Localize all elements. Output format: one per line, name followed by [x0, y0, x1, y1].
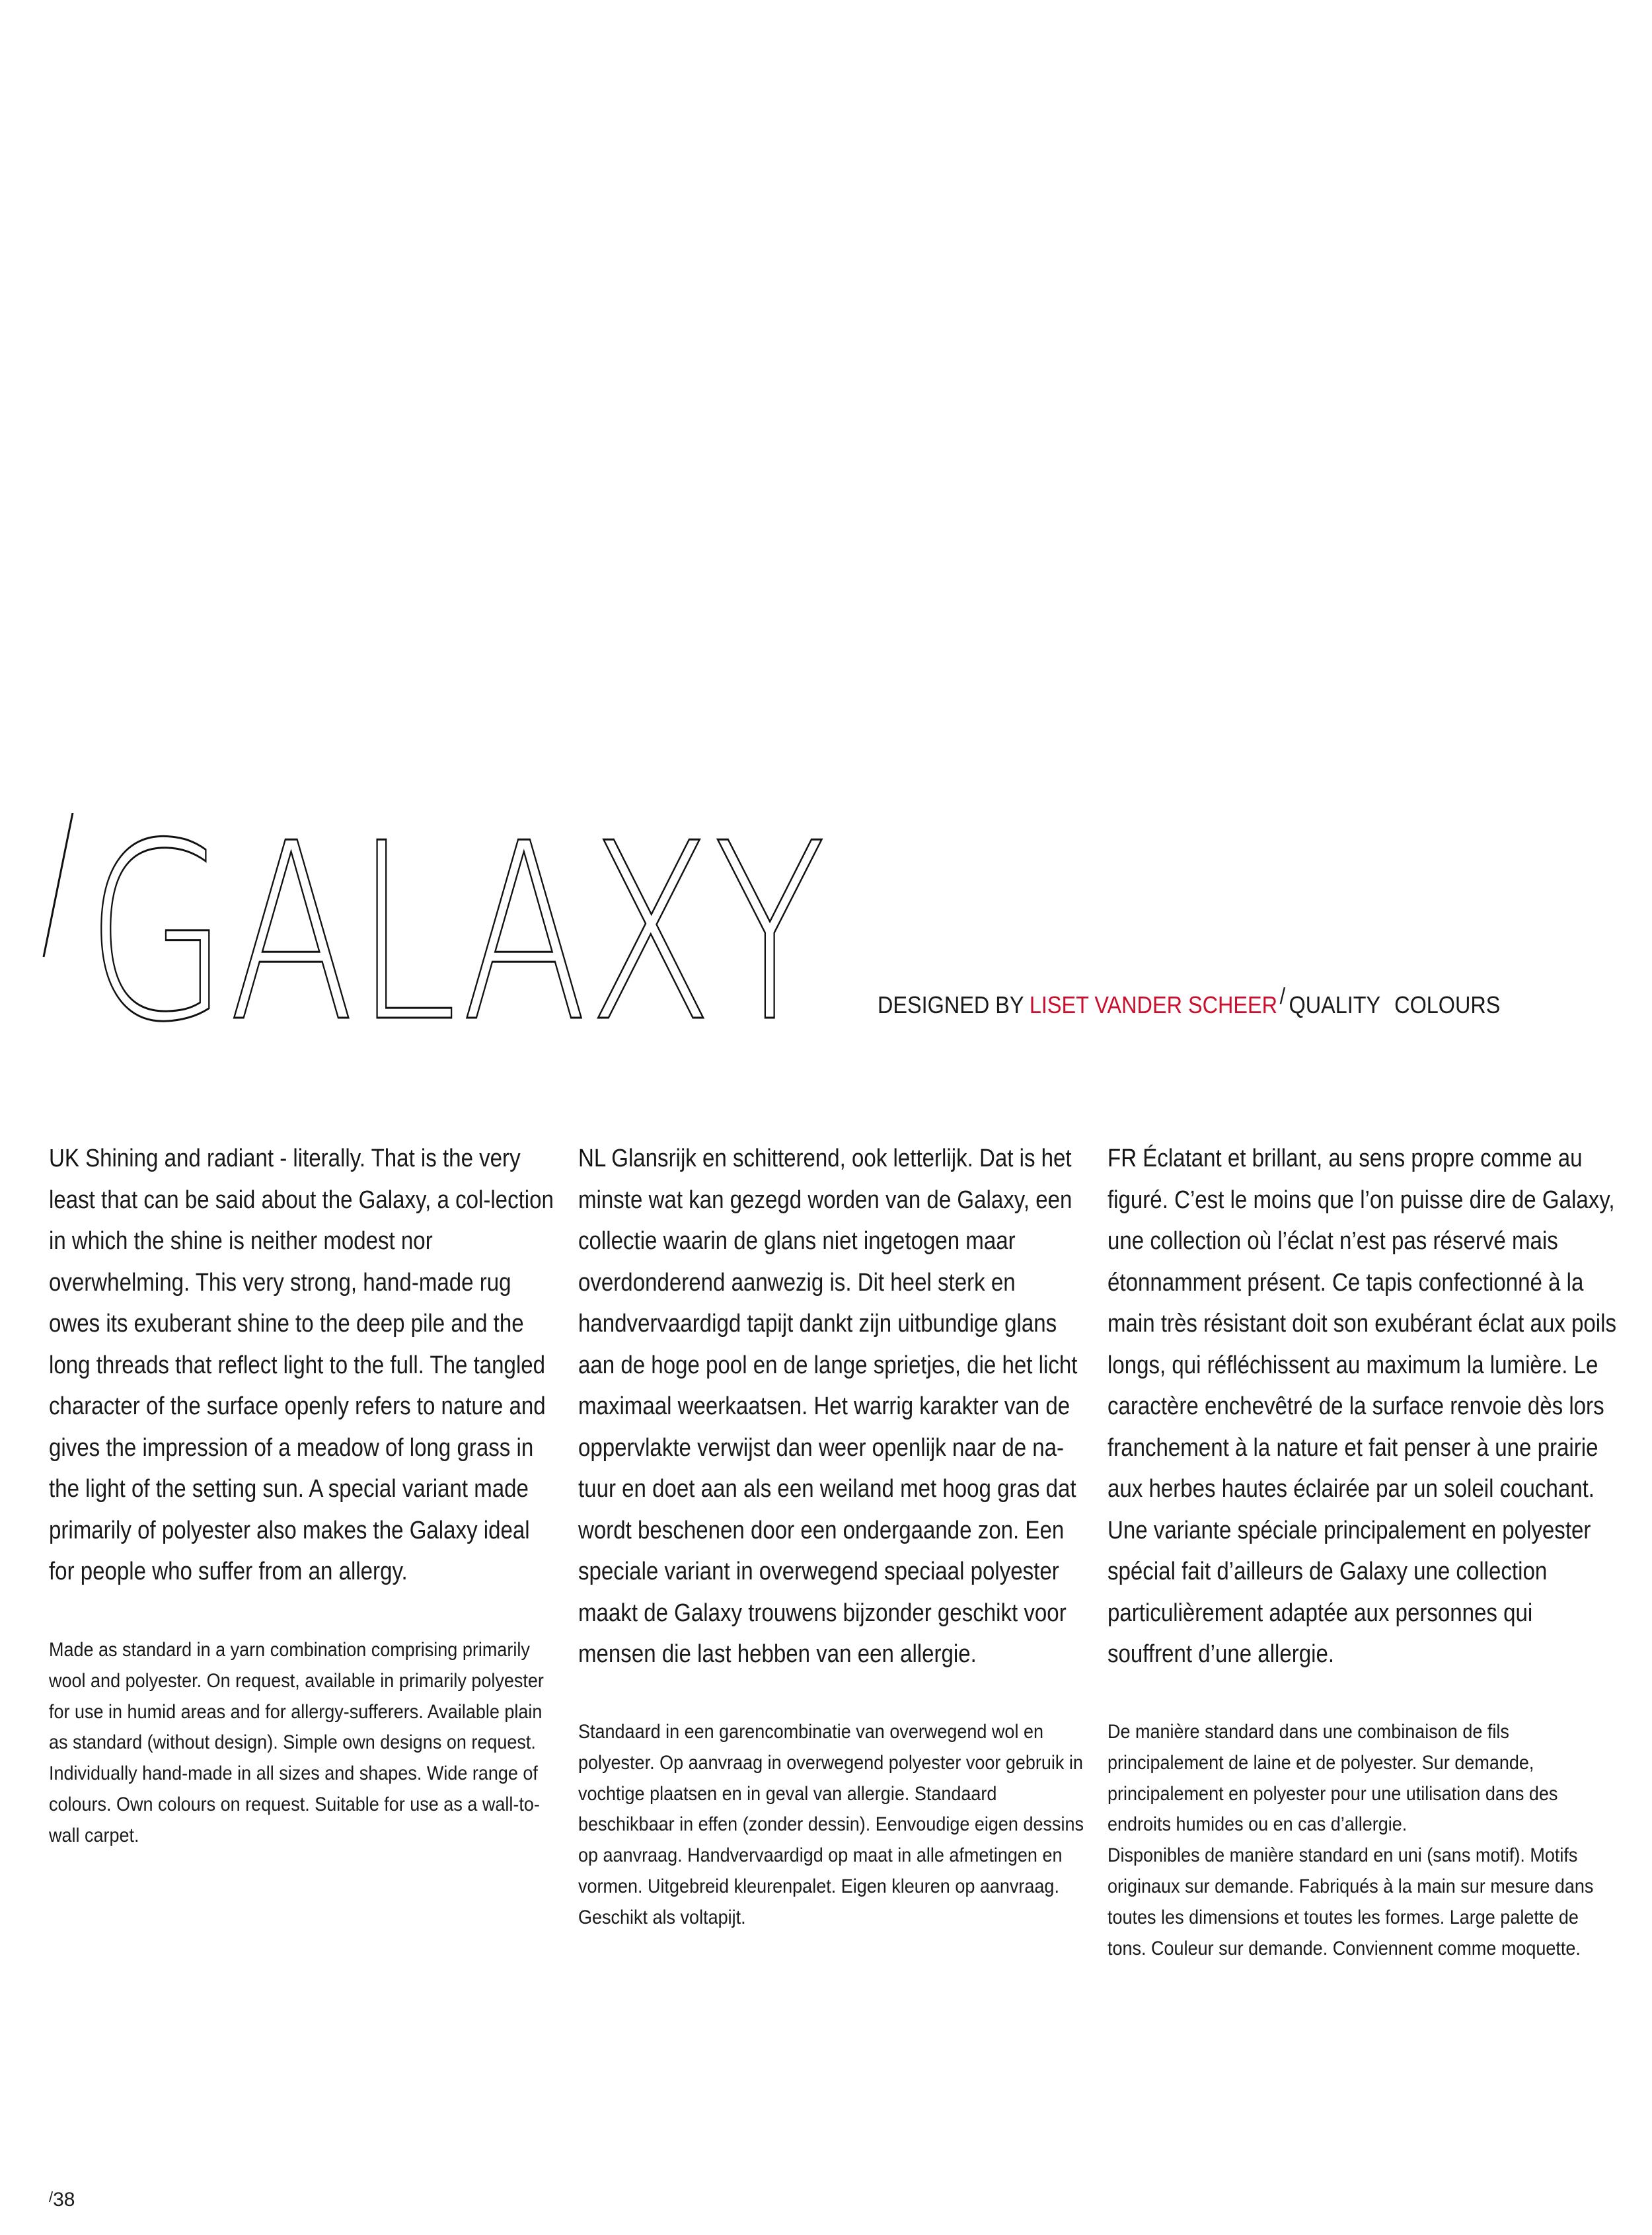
page-number [49, 2189, 75, 2211]
uk-lang-label: UK [49, 1145, 79, 1172]
nl-description [578, 1138, 1090, 1675]
page-number-slash: / [49, 2189, 54, 2205]
fr-description [1108, 1138, 1619, 1675]
quality-label: QUALITY [1289, 991, 1380, 1018]
nl-spec: Standaard in een garencombinatie van overwegend wol en polyester. Op aanvraag in overwegend polyester voor gebruik in vochtige plaatsen en in geval van allergie. Standaard beschikbaar in effen (zonder dessin). Eenvoudige eigen dessins op aanvraag. Handvervaardigd op maat in alle afmetingen en vormen. Uitgebreid kleurenpalet. Eigen kleuren op aanvraag. Geschikt als voltapijt. [578, 1721, 1084, 1928]
uk-spec: Made as standard in a yarn combination comprising primarily wool and polyester. On request, available in primarily polyester for use in humid areas and for allergy-sufferers. Available plain as standard (without design). Simple own designs on request. Individually hand-made in all sizes and shapes. Wide range of colours. Own colours on request. Suitable for use as a wall-to-wall carpet. [49, 1639, 544, 1846]
fr-spec-2: Disponibles de manière standard en uni (sans motif). Motifs originaux sur demande. Fabriqués à la main sur mesure dans toutes les dimensions et toutes les formes. Large palette de tons. Couleur sur demande. Conviennent comme moquette. [1108, 1844, 1594, 1959]
fr-text: Éclatant et brillant, au sens propre comme au figuré. C’est le moins que l’on puisse dire de Galaxy, une collection où l’éclat n’est pas réservé mais étonnamment présent. Ce tapis confectionné à la main très résistant doit son exubérant éclat aux poils longs, qui réfléchissent au maximum la lumière. Le caractère enchevêtré de la surface renvoie dès lors franchement à la nature et fait penser à une prairie aux herbes hautes éclairée par un soleil couchant. Une variante spéciale principalement en polyester spécial fait d’ailleurs de Galaxy une collection particulièrement adaptée aux personnes qui souffrent d’une allergie. [1108, 1145, 1616, 1668]
colours-label: COLOURS [1394, 991, 1501, 1018]
fr-lang-label: FR [1108, 1145, 1137, 1172]
uk-text: Shining and radiant - literally. That is the very least that can be said about the Galaxy, a col-lection in which the shine is neither modest nor overwhelming. This very strong, hand-made rug owes its exuberant shine to the deep pile and the long threads that reflect light to the full. The tangled character of the surface openly refers to nature and gives the impression of a meadow of long grass in the light of the setting sun. A special variant made primarily of polyester also makes the Galaxy ideal for people who suffer from an allergy. [49, 1145, 554, 1585]
collection-title [40, 813, 833, 1038]
title-slash [44, 813, 73, 957]
column-uk [49, 1138, 564, 1593]
fr-spec-block [1108, 1717, 1623, 1964]
byline-slash: / [1279, 984, 1286, 1009]
title-block [0, 0, 1652, 1071]
designer-name: LISET VANDER SCHEER [1029, 991, 1277, 1018]
nl-lang-label: NL [578, 1145, 606, 1172]
uk-description [49, 1138, 560, 1593]
column-fr [1108, 1138, 1623, 1675]
column-nl [578, 1138, 1094, 1675]
byline [878, 984, 1501, 1019]
fr-spec-1: De manière standard dans une combinaison de fils principalement de laine et de polyester. Sur demande, principalement en polyester pour une utilisation dans des endroits humides ou en cas d’allergie. [1108, 1721, 1558, 1836]
nl-text: Glansrijk en schitterend, ook letterlijk. Dat is het minste wat kan gezegd worden van de Galaxy, een collectie waarin de glans niet ingetogen maar overdonderend aanwezig is. Dit heel sterk en handvervaardigd tapijt dankt zijn uitbundige glans aan de hoge pool en de lange sprietjes, die het licht maximaal weerkaatsen. Het warrig karakter van de oppervlakte verwijst dan weer openlijk naar de na-tuur en doet aan als een weiland met hoog gras dat wordt beschenen door een ondergaande zon. Een speciale variant in overwegend speciaal polyester maakt de Galaxy trouwens bijzonder geschikt voor mensen die last hebben van een allergie. [578, 1145, 1078, 1668]
designed-by-label: DESIGNED BY [878, 991, 1024, 1018]
page-number-value: 38 [53, 2189, 75, 2211]
uk-spec-block [49, 1635, 564, 1852]
title-text: GALAXY [86, 813, 826, 1038]
nl-spec-block [578, 1717, 1094, 1934]
